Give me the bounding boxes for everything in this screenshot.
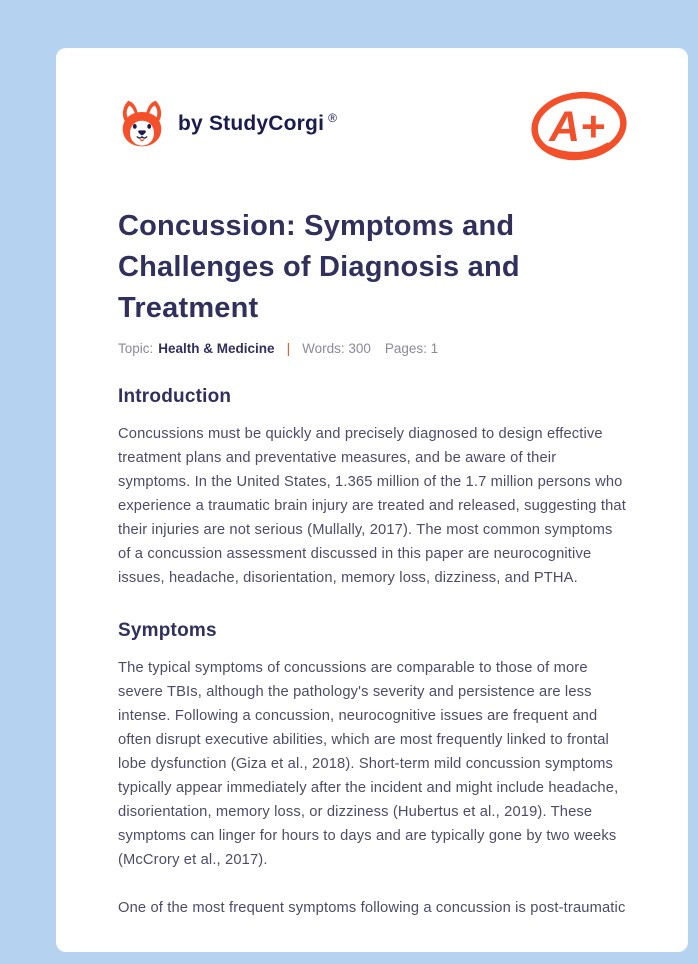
section-symptoms <box>118 620 626 920</box>
paragraph: Concussions must be quickly and precisely diagnosed to design effective treatment plans and preventative measures, and be aware of their symptoms. In the United States, 1.365 million of the 1.7 million persons who experience a traumatic brain injury are treated and released, suggesting that their injuries are not serious (Mullally, 2017). The most common symptoms of a concussion assessment discussed in this paper are neurocognitive issues, headache, disorientation, memory loss, dizziness, and PTHA. <box>118 426 626 586</box>
registered-mark-icon: ® <box>328 111 337 125</box>
badge-grade-text: A+ <box>549 102 605 151</box>
corgi-logo-icon <box>118 98 166 150</box>
section-heading-introduction: Introduction <box>118 386 232 407</box>
words-count: Words: 300 <box>302 341 371 356</box>
brand-text: by StudyCorgi <box>178 112 325 135</box>
page-title: Concussion: Symptoms and Challenges of Diagnosis and Treatment <box>118 210 520 324</box>
brand <box>118 98 337 150</box>
a-plus-badge-icon <box>528 86 630 168</box>
topic-label: Topic: <box>118 341 154 356</box>
meta-row <box>118 341 626 356</box>
pages-count: Pages: 1 <box>384 341 439 356</box>
section-heading-symptoms: Symptoms <box>118 620 217 641</box>
essay-card <box>56 48 688 952</box>
paragraph: The typical symptoms of concussions are comparable to those of more severe TBIs, although the pathology's severity and persistence are less intense. Following a concussion, neurocognitive issues are frequent and often disrupt executive abilities, which are most frequently linked to frontal lobe dysfunction (Giza et al., 2018). Short-term mild concussion symptoms typically appear immediately after the incident and might include headache, disorientation, memory loss, or dizziness (Hubertus et al., 2019). These symptoms can linger for hours to days and are typically gone by two weeks (McCrory et al., 2017). <box>118 660 619 868</box>
header <box>118 78 626 174</box>
paragraph: One of the most frequent symptoms following a concussion is post-traumatic <box>118 900 626 916</box>
meta-separator: | <box>286 341 291 356</box>
topic-value: Health & Medicine <box>158 341 275 356</box>
section-introduction <box>118 386 626 590</box>
